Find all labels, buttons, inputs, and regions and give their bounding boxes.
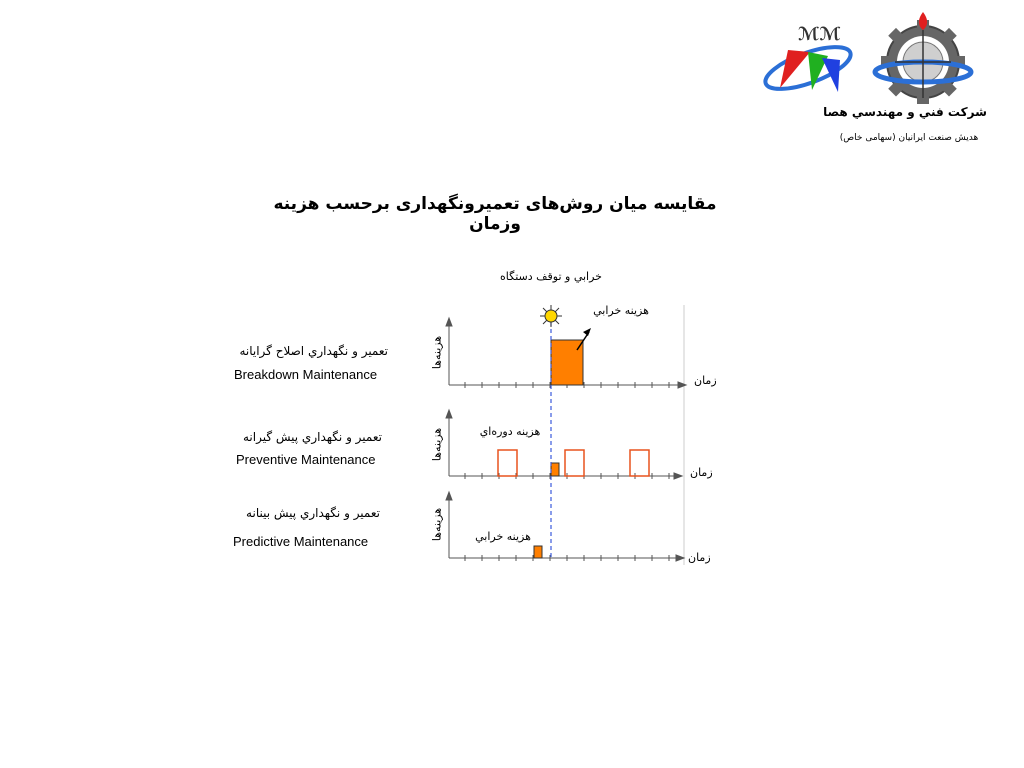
- row3-annotation: هزینه خرابي: [475, 530, 531, 543]
- row2-y-axis-label: هزینه‌ها: [430, 427, 444, 462]
- row2-annotation: هزینه دوره‌اي: [479, 425, 541, 438]
- row3-ticks: [465, 555, 669, 561]
- arrow-icon: [577, 328, 591, 350]
- row1-x-axis-label: زمان: [694, 374, 717, 387]
- row3-label-fa: تعمير و نگهداري پيش بينانه: [246, 506, 380, 520]
- company-logos: [760, 10, 1000, 105]
- logo-arrows-icon: [761, 24, 856, 97]
- preventive-cost-bar: [551, 463, 559, 476]
- row2-ticks: [465, 473, 669, 479]
- row1-axes: [446, 318, 686, 388]
- row1-y-axis-label: هزینه‌ها: [430, 335, 444, 370]
- periodic-cost-box-1: [498, 450, 517, 476]
- row1-label-fa: تعمير و نگهداري اصلاح گرايانه: [239, 344, 388, 358]
- logo-gear-icon: [875, 12, 971, 104]
- row3-y-axis-label: هزینه‌ها: [430, 507, 444, 542]
- predictive-cost-bar: [534, 546, 542, 558]
- row2-label-fa: تعمير و نگهداري پيش گيرانه: [242, 430, 382, 444]
- row1-ticks: [465, 382, 669, 388]
- row3-label-en: Predictive Maintenance: [233, 534, 369, 549]
- slide-title: مقايسه ميان روش‌های تعمیرونگهداری برحسب هزینه وزمان: [273, 194, 717, 234]
- row3-axes: [446, 492, 684, 561]
- svg-text:ℳℳ: ℳℳ: [798, 24, 841, 45]
- row1-annotation: هزینه خرابي: [593, 304, 649, 317]
- row2-label-en: Preventive Maintenance: [236, 452, 376, 467]
- periodic-cost-box-2: [565, 450, 584, 476]
- company-subtitle: هدیش صنعت ایرانیان (سهامی خاص): [839, 133, 979, 143]
- periodic-cost-box-3: [630, 450, 649, 476]
- row3-x-axis-label: زمان: [688, 551, 711, 564]
- sun-icon: [540, 305, 562, 327]
- failure-label: خرابي و توقف دستگاه: [500, 270, 602, 283]
- row1-label-en: Breakdown Maintenance: [234, 367, 378, 382]
- company-name: شرکت فني و مهندسي هصا: [823, 105, 987, 119]
- row2-x-axis-label: زمان: [690, 466, 713, 479]
- breakdown-cost-bar: [551, 340, 583, 385]
- row2-axes: [446, 410, 682, 479]
